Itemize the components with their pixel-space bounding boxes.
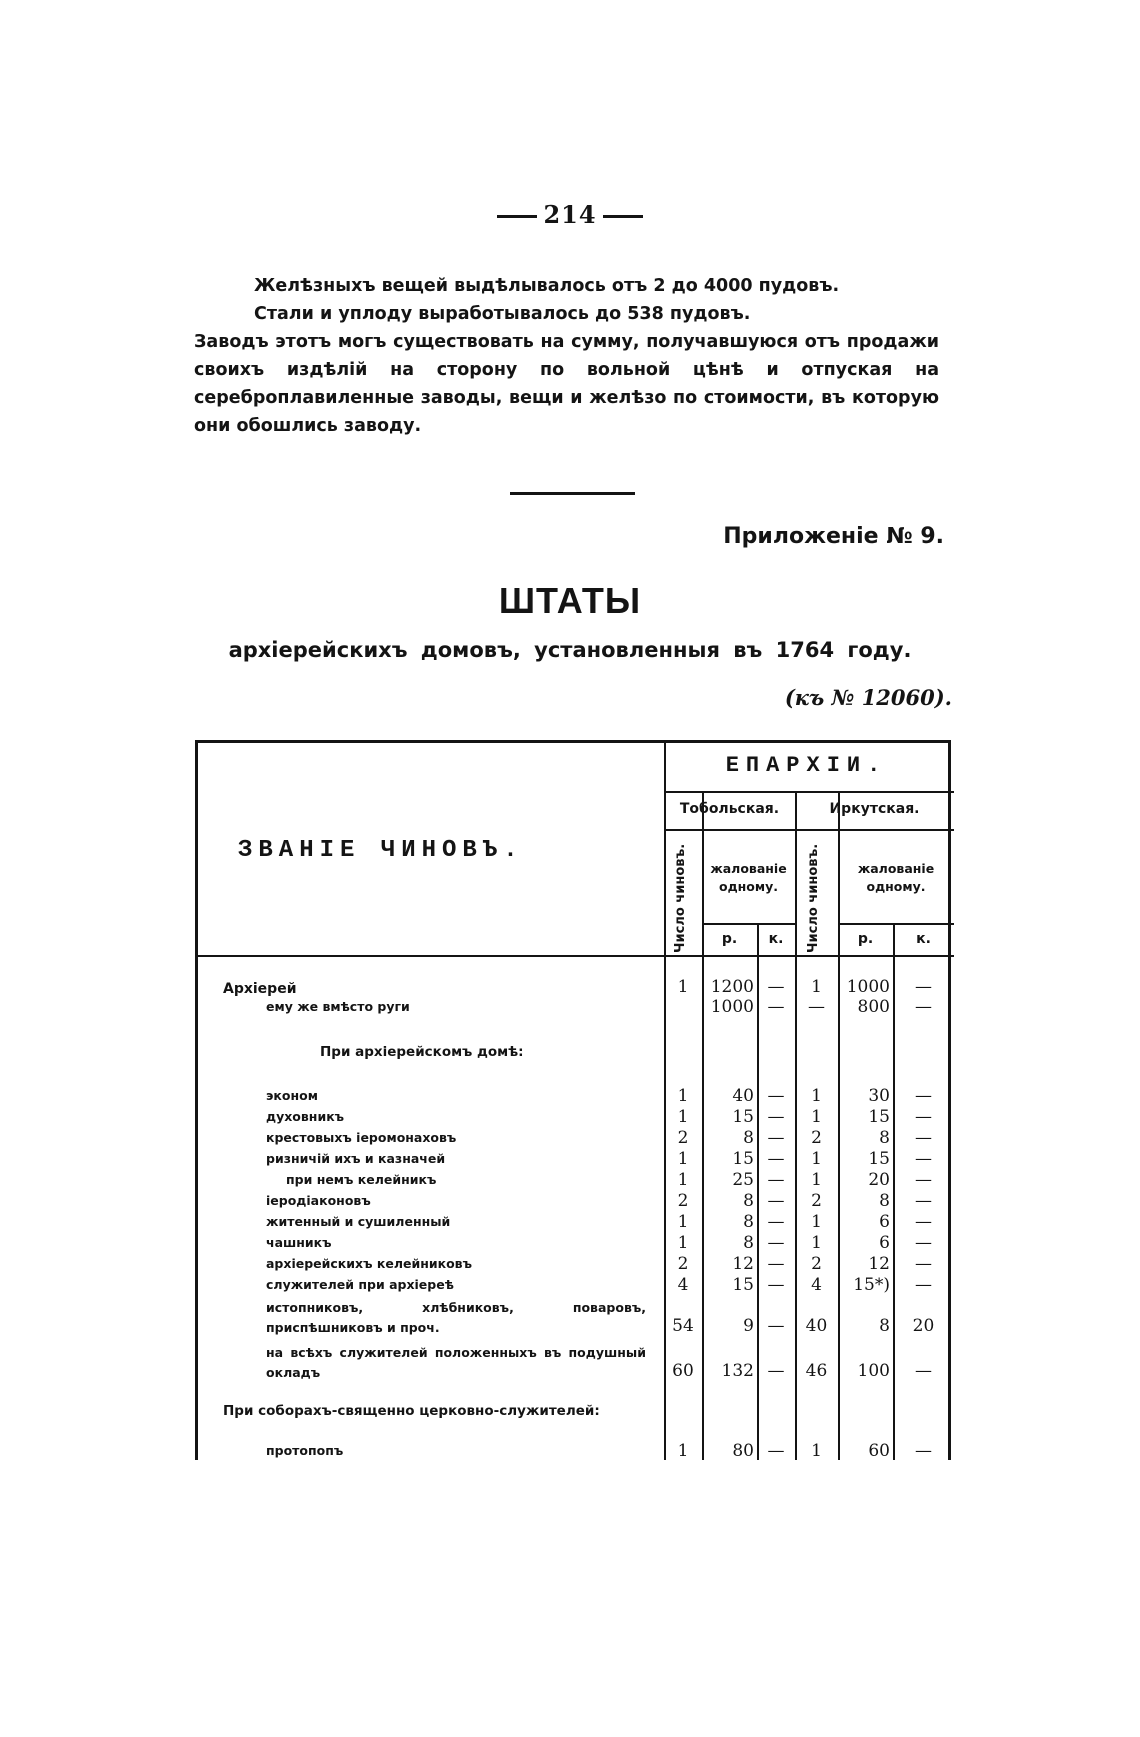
section-cathedral: При соборахъ-священно церковно-служителей: bbox=[223, 1403, 600, 1419]
rub-tobolsk-cell: 12 bbox=[732, 1254, 754, 1274]
rub-irkutsk-cell: 15 bbox=[868, 1107, 890, 1127]
staff-table bbox=[195, 740, 951, 1460]
count-irkutsk-cell: 2 bbox=[811, 1128, 822, 1148]
kop-irkutsk-cell: — bbox=[915, 1212, 932, 1232]
row-label: служителей при архіереѣ bbox=[266, 1277, 454, 1292]
rub-irkutsk-cell: 15 bbox=[868, 1149, 890, 1169]
rub-tobolsk-cell: 8 bbox=[743, 1233, 754, 1253]
rub-tobolsk-cell: 1000 bbox=[710, 997, 754, 1017]
row-label: ему же вмѣсто руги bbox=[266, 999, 410, 1014]
count-tobolsk-cell: 1 bbox=[677, 1441, 689, 1461]
row-label: при немъ келейникъ bbox=[286, 1172, 437, 1187]
rub-irkutsk-cell: 20 bbox=[868, 1170, 890, 1190]
header-line bbox=[838, 923, 954, 925]
count-tobolsk-cell: 60 bbox=[672, 1361, 694, 1381]
count-tobolsk-cell: 1 bbox=[677, 1107, 689, 1127]
intro-line-1: Желѣзныхъ вещей выдѣлывалось отъ 2 до 4000 пудовъ. bbox=[254, 276, 840, 296]
header-line bbox=[198, 955, 954, 957]
rub-tobolsk-cell: 8 bbox=[743, 1212, 754, 1232]
count-irkutsk-cell: 2 bbox=[811, 1191, 822, 1211]
kop-irkutsk-cell: — bbox=[915, 1191, 932, 1211]
rub-tobolsk-cell: 80 bbox=[732, 1441, 754, 1461]
kop-tobolsk-cell: — bbox=[767, 1441, 785, 1461]
rub-irkutsk-cell: 8 bbox=[879, 1128, 890, 1148]
reference-number: (къ № 12060). bbox=[784, 685, 952, 710]
kop-tobolsk-cell: — bbox=[767, 1191, 785, 1211]
count-header-irkutsk: Число чиновъ. bbox=[806, 843, 821, 953]
rub-tobolsk-cell: 1200 bbox=[710, 977, 754, 997]
count-tobolsk-cell: 4 bbox=[677, 1275, 689, 1295]
rub-irkutsk-cell: 8 bbox=[879, 1316, 890, 1336]
kop-tobolsk-cell: — bbox=[767, 1149, 785, 1169]
count-irkutsk-cell: — bbox=[808, 997, 825, 1017]
kop-tobolsk-cell: — bbox=[767, 1107, 785, 1127]
intro-line-3: Заводъ этотъ могъ существовать на сумму, получавшуюся отъ продажи своихъ издѣлій на сторону по вольной цѣнѣ и отпуская на сереброплавиленные заводы, вещи и желѣзо по стоимости, въ которую они обошлись заводу. bbox=[194, 332, 939, 436]
count-tobolsk-cell: 1 bbox=[677, 1170, 689, 1190]
count-irkutsk-cell: 4 bbox=[811, 1275, 822, 1295]
kop-irkutsk-cell: — bbox=[915, 1086, 932, 1106]
kop-tobolsk-cell: — bbox=[767, 1233, 785, 1253]
kop-irkutsk-cell: — bbox=[915, 977, 932, 997]
intro-line-2: Стали и уплоду выработывалось до 538 пудовъ. bbox=[254, 304, 751, 324]
header-line bbox=[702, 923, 795, 925]
count-irkutsk-cell: 1 bbox=[811, 1086, 822, 1106]
document-subtitle: архіерейскихъ домовъ, установленныя въ 1764 году. bbox=[228, 638, 912, 662]
kop-irkutsk-cell: — bbox=[915, 997, 932, 1017]
page-number: 214 bbox=[0, 200, 1140, 229]
kop-header-irkutsk: к. bbox=[916, 931, 931, 947]
count-header-tobolsk: Число чиновъ. bbox=[673, 843, 688, 953]
row-label: протопопъ bbox=[266, 1443, 344, 1458]
kop-irkutsk-cell: — bbox=[915, 1128, 932, 1148]
kop-irkutsk-cell: — bbox=[915, 1441, 932, 1461]
kop-tobolsk-cell: — bbox=[767, 1086, 785, 1106]
count-tobolsk-cell: 1 bbox=[677, 1149, 689, 1169]
count-irkutsk-cell: 46 bbox=[805, 1361, 828, 1381]
kop-irkutsk-cell: 20 bbox=[912, 1316, 935, 1336]
rub-irkutsk-cell: 15*) bbox=[853, 1275, 890, 1295]
count-tobolsk-cell: 1 bbox=[677, 1086, 689, 1106]
header-line bbox=[664, 791, 954, 793]
kop-tobolsk-cell: — bbox=[767, 1170, 785, 1190]
rub-header-tobolsk: р. bbox=[721, 931, 738, 947]
row-label: чашникъ bbox=[266, 1235, 332, 1250]
count-irkutsk-cell: 1 bbox=[811, 1441, 822, 1461]
row-label: истопниковъ, хлѣбниковъ, поваровъ, приспѣшниковъ и проч. bbox=[266, 1300, 646, 1335]
ornament-left bbox=[497, 215, 537, 218]
kop-tobolsk-cell: — bbox=[767, 1254, 785, 1274]
row-label: духовникъ bbox=[266, 1109, 345, 1124]
kop-irkutsk-cell: — bbox=[915, 1170, 932, 1190]
rub-tobolsk-cell: 15 bbox=[732, 1149, 754, 1169]
kop-irkutsk-cell: — bbox=[915, 1107, 932, 1127]
rank-header: ЗВАНІЕ ЧИНОВЪ. bbox=[238, 837, 524, 864]
count-irkutsk-cell: 40 bbox=[805, 1316, 828, 1336]
rub-header-irkutsk: р. bbox=[857, 931, 874, 947]
kop-tobolsk-cell: — bbox=[767, 977, 785, 997]
kop-irkutsk-cell: — bbox=[915, 1233, 932, 1253]
count-tobolsk-cell: 54 bbox=[672, 1316, 694, 1336]
intro-paragraph bbox=[194, 272, 939, 440]
section-household: При архіерейскомъ домѣ: bbox=[320, 1044, 524, 1060]
kop-irkutsk-cell: — bbox=[915, 1149, 932, 1169]
salary-header-tobolsk-1: жалованіе bbox=[710, 861, 787, 876]
row-label: Архіерей bbox=[223, 981, 297, 997]
kop-tobolsk-cell: — bbox=[767, 1128, 785, 1148]
salary-header-tobolsk-2: одному. bbox=[718, 879, 779, 894]
count-tobolsk-cell: 2 bbox=[677, 1128, 689, 1148]
count-irkutsk-cell: 1 bbox=[811, 1170, 822, 1190]
count-irkutsk-cell: 1 bbox=[811, 1107, 822, 1127]
count-irkutsk-cell: 1 bbox=[811, 1149, 822, 1169]
row-label: архіерейскихъ келейниковъ bbox=[266, 1256, 472, 1271]
rub-irkutsk-cell: 100 bbox=[857, 1361, 890, 1381]
diocese-irkutsk: Иркутская. bbox=[829, 801, 920, 817]
kop-tobolsk-cell: — bbox=[767, 1275, 785, 1295]
count-tobolsk-cell: 2 bbox=[677, 1191, 689, 1211]
salary-header-irkutsk-2: одному. bbox=[866, 879, 926, 894]
row-label: житенный и сушиленный bbox=[266, 1214, 451, 1229]
diocese-tobolsk: Тобольская. bbox=[679, 801, 780, 817]
kop-tobolsk-cell: — bbox=[767, 1361, 785, 1381]
count-tobolsk-cell: 1 bbox=[677, 1233, 689, 1253]
salary-header-irkutsk-1: жалованіе bbox=[857, 861, 935, 876]
rub-irkutsk-cell: 30 bbox=[868, 1086, 890, 1106]
kop-tobolsk-cell: — bbox=[767, 1316, 785, 1336]
count-tobolsk-cell: 1 bbox=[677, 1212, 689, 1232]
rub-irkutsk-cell: 6 bbox=[879, 1212, 890, 1232]
count-irkutsk-cell: 1 bbox=[811, 1212, 822, 1232]
kop-irkutsk-cell: — bbox=[915, 1275, 932, 1295]
rub-irkutsk-cell: 6 bbox=[879, 1233, 890, 1253]
rub-irkutsk-cell: 1000 bbox=[846, 977, 890, 997]
rub-tobolsk-cell: 25 bbox=[732, 1170, 754, 1190]
rub-tobolsk-cell: 40 bbox=[732, 1086, 754, 1106]
rub-tobolsk-cell: 8 bbox=[743, 1128, 754, 1148]
rub-irkutsk-cell: 8 bbox=[879, 1191, 890, 1211]
kop-tobolsk-cell: — bbox=[767, 997, 785, 1017]
kop-tobolsk-cell: — bbox=[767, 1212, 785, 1232]
header-line bbox=[664, 829, 954, 831]
count-tobolsk-cell: 1 bbox=[677, 977, 689, 997]
row-label: на всѣхъ служителей положенныхъ въ подушный окладъ bbox=[266, 1345, 646, 1380]
rub-tobolsk-cell: 15 bbox=[732, 1275, 754, 1295]
rub-irkutsk-cell: 60 bbox=[868, 1441, 890, 1461]
rub-tobolsk-cell: 15 bbox=[732, 1107, 754, 1127]
ornament-right bbox=[603, 215, 643, 218]
count-irkutsk-cell: 1 bbox=[811, 977, 822, 997]
count-irkutsk-cell: 2 bbox=[811, 1254, 822, 1274]
section-divider bbox=[510, 492, 635, 495]
count-irkutsk-cell: 1 bbox=[811, 1233, 822, 1253]
appendix-label: Приложеніе № 9. bbox=[723, 524, 944, 549]
row-label: эконом bbox=[266, 1088, 318, 1103]
count-tobolsk-cell: 2 bbox=[677, 1254, 689, 1274]
eparchy-header: ЕПАРХІИ. bbox=[725, 753, 888, 778]
kop-header-tobolsk: к. bbox=[768, 931, 784, 947]
row-label: крестовыхъ іеромонаховъ bbox=[266, 1130, 457, 1145]
rub-tobolsk-cell: 8 bbox=[743, 1191, 754, 1211]
row-label: іеродіаконовъ bbox=[266, 1193, 371, 1208]
rub-tobolsk-cell: 132 bbox=[721, 1361, 754, 1381]
rub-irkutsk-cell: 800 bbox=[857, 997, 890, 1017]
kop-irkutsk-cell: — bbox=[915, 1361, 932, 1381]
kop-irkutsk-cell: — bbox=[915, 1254, 932, 1274]
rub-tobolsk-cell: 9 bbox=[743, 1316, 754, 1336]
document-title: ШТАТЫ bbox=[498, 580, 642, 621]
rub-irkutsk-cell: 12 bbox=[868, 1254, 890, 1274]
row-label: ризничій ихъ и казначей bbox=[266, 1151, 446, 1166]
